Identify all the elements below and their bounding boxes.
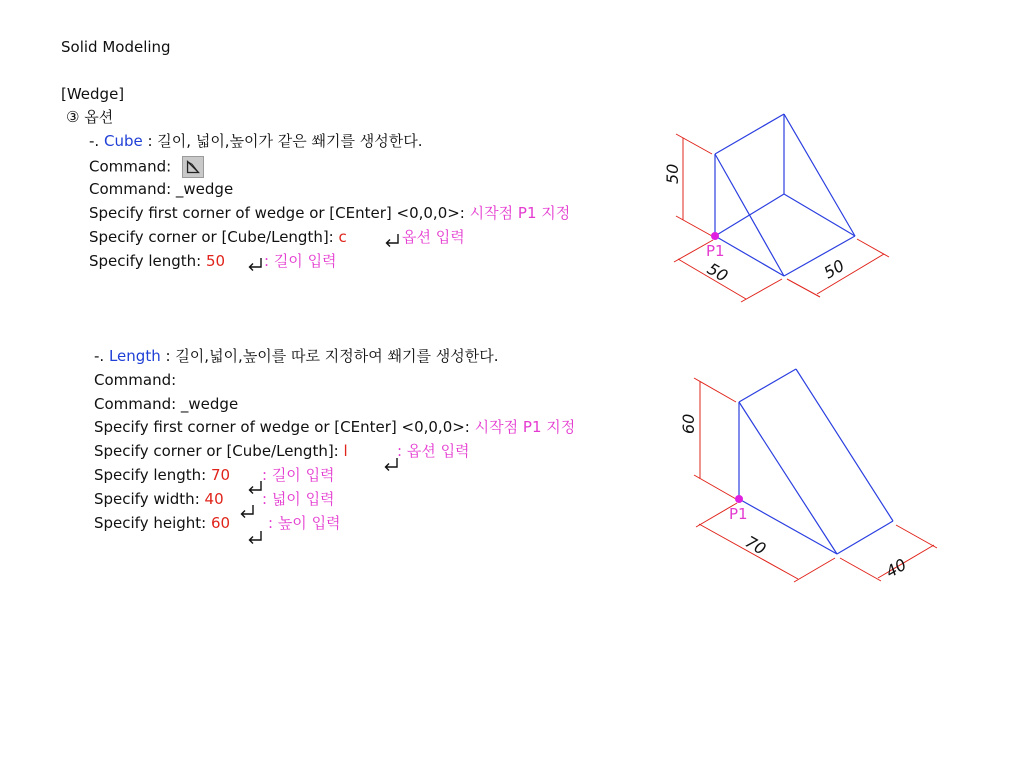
length-p1-label: P1: [729, 505, 748, 523]
cube-dim-width: 50: [820, 255, 848, 283]
enter-return-icon: [383, 231, 401, 249]
length-line5-note: : 높이 입력: [268, 514, 341, 532]
wedge-tool-icon[interactable]: [182, 156, 204, 178]
section-heading: [Wedge]: [61, 85, 125, 103]
wedge-edges: [715, 114, 855, 276]
subsection-heading: ③ 옵션: [66, 108, 114, 126]
length-line1-note: 시작점 P1 지정: [474, 418, 576, 436]
length-keyword: Length: [108, 347, 161, 365]
cube-p1-label: P1: [706, 242, 725, 260]
length-dim-height: 60: [679, 413, 698, 434]
p1-point-marker: [711, 232, 719, 240]
cube-heading-prefix: -.: [89, 132, 100, 150]
length-line4-note: : 넓이 입력: [262, 490, 335, 508]
cube-line3-value: 50: [206, 252, 226, 270]
cube-wedge-figure: [660, 108, 900, 308]
length-dim-length: 70: [742, 532, 770, 559]
cube-dim-length: 50: [704, 259, 732, 286]
length-line3-text: Specify length:: [94, 466, 207, 484]
cube-command-wedge: Command: _wedge: [89, 180, 234, 198]
wedge-tool-glyph: [183, 157, 203, 177]
cube-line1-note: 시작점 P1 지정: [469, 204, 571, 222]
length-heading-desc: : 길이,넓이,높이를 따로 지정하여 쐐기를 생성한다.: [165, 347, 499, 365]
cube-line-corner: [89, 228, 347, 246]
length-command-wedge: Command: _wedge: [94, 395, 239, 413]
length-line5-value: 60: [211, 514, 231, 532]
length-line1-text: Specify first corner of wedge or [CEnter] <0,0,0>:: [94, 418, 470, 436]
enter-return-icon: [246, 255, 264, 273]
cube-line-first-corner: [89, 204, 570, 222]
cube-line1-text: Specify first corner of wedge or [CEnter] <0,0,0>:: [89, 204, 465, 222]
cube-heading-desc: : 길이, 넓이,높이가 같은 쐐기를 생성한다.: [147, 132, 423, 150]
enter-return-icon: [246, 528, 264, 546]
length-line-corner: [94, 442, 348, 460]
length-dim-width: 40: [882, 554, 910, 582]
length-wedge-figure: [670, 362, 940, 582]
dimension-lines: [674, 134, 889, 302]
cube-keyword: Cube: [103, 132, 143, 150]
cube-line2-text: Specify corner or [Cube/Length]:: [89, 228, 334, 246]
cube-dim-height: 50: [663, 163, 682, 184]
length-line-length: [94, 466, 230, 484]
page-title: Solid Modeling: [61, 38, 171, 56]
length-heading: [94, 347, 499, 365]
length-line3-value: 70: [211, 466, 231, 484]
cube-line2-value: c: [338, 228, 347, 246]
length-line4-text: Specify width:: [94, 490, 200, 508]
dimension-lines: [694, 378, 937, 582]
length-line3-note: : 길이 입력: [262, 466, 335, 484]
cube-line2-note: 옵션 입력: [402, 228, 465, 246]
cube-line3-note: : 길이 입력: [264, 252, 337, 270]
length-line2-value: l: [343, 442, 348, 460]
cube-command-line: [89, 156, 204, 178]
length-line2-note: : 옵션 입력: [397, 442, 470, 460]
length-line4-value: 40: [204, 490, 224, 508]
length-command-label: Command:: [94, 371, 177, 389]
length-line5-text: Specify height:: [94, 514, 207, 532]
length-line2-text: Specify corner or [Cube/Length]:: [94, 442, 339, 460]
enter-return-icon: [238, 502, 256, 520]
length-line-height: [94, 514, 230, 532]
cube-command-label: Command:: [89, 157, 172, 176]
cube-heading: [89, 132, 423, 150]
length-line-first-corner: [94, 418, 575, 436]
p1-point-marker: [735, 495, 743, 503]
wedge-edges: [739, 369, 893, 554]
cube-line3-text: Specify length:: [89, 252, 202, 270]
length-line-width: [94, 490, 224, 508]
length-heading-prefix: -.: [94, 347, 105, 365]
cube-line-length: [89, 252, 225, 270]
